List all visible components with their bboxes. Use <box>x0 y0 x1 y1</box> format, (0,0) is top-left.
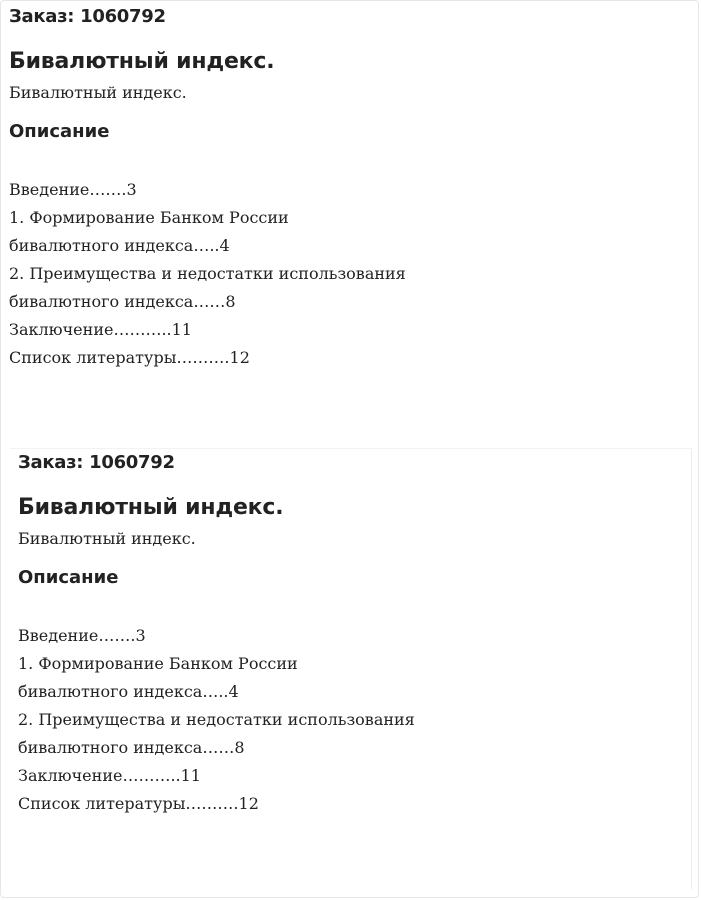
document-title: Бивалютный индекс. <box>18 495 284 520</box>
toc-line: Список литературы……….12 <box>9 348 250 367</box>
table-of-contents <box>18 622 678 818</box>
toc-line: Введение…….3 <box>9 180 137 199</box>
order-number: Заказ: 1060792 <box>9 6 166 27</box>
toc-line: Заключение………..11 <box>18 766 201 785</box>
toc-line: Введение…….3 <box>18 626 146 645</box>
description-heading: Описание <box>9 121 110 142</box>
document-subtitle: Бивалютный индекс. <box>18 529 196 548</box>
toc-line: бивалютного индекса……8 <box>9 292 236 311</box>
document-title: Бивалютный индекс. <box>9 49 275 74</box>
toc-line: Заключение………..11 <box>9 320 192 339</box>
table-of-contents <box>9 176 669 372</box>
document-subtitle: Бивалютный индекс. <box>9 83 187 102</box>
toc-line: 1. Формирование Банком России <box>18 654 298 673</box>
toc-line: бивалютного индекса……8 <box>18 738 245 757</box>
toc-line: бивалютного индекса…..4 <box>9 236 230 255</box>
order-number: Заказ: 1060792 <box>18 452 175 473</box>
description-heading: Описание <box>18 567 119 588</box>
toc-line: 1. Формирование Банком России <box>9 208 289 227</box>
toc-line: 2. Преимущества и недостатки использования <box>9 264 406 283</box>
toc-line: Список литературы……….12 <box>18 794 259 813</box>
document-block-1 <box>9 6 669 372</box>
toc-line: бивалютного индекса…..4 <box>18 682 239 701</box>
document-block-2 <box>18 452 678 818</box>
toc-line: 2. Преимущества и недостатки использования <box>18 710 415 729</box>
